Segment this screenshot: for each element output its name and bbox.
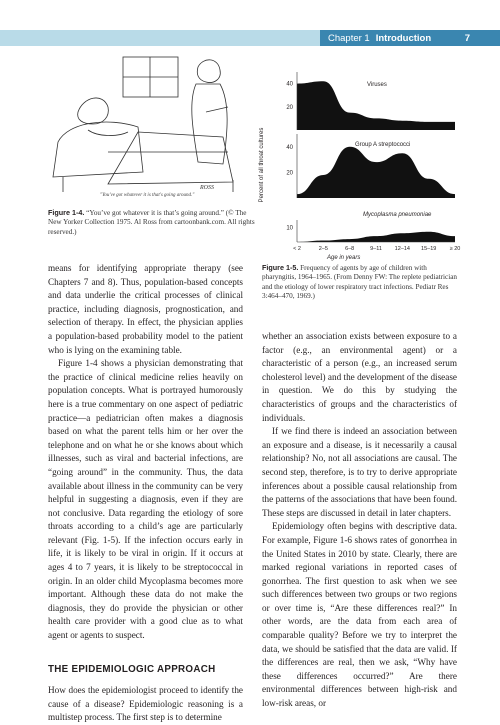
running-header — [320, 30, 500, 46]
right-column — [262, 330, 457, 711]
figure-1-4-label: Figure 1-4. — [48, 208, 85, 217]
y-tick-label: 40 — [286, 81, 293, 88]
figure-1-5-label: Figure 1-5. — [262, 263, 299, 272]
y-axis-label: Percent of all throat cultures — [259, 127, 265, 203]
x-tick-label: 6–8 — [345, 246, 355, 252]
body-paragraph: If we find there is indeed an association between an exposure and a disease, is it necessarily a causal relationship? No, not all associations are causal. The second step, therefore, is to try to derive appropriate inferences about a possible causal relationship from the patterns of the associations that have been found. These steps are discussed in detail in later chapters. — [262, 426, 457, 518]
left-column — [48, 262, 243, 725]
page-number: 7 — [464, 32, 470, 44]
x-tick-label: 12–14 — [394, 246, 410, 252]
cartoon-illustration — [48, 52, 248, 194]
x-tick-label: 9–11 — [370, 246, 382, 252]
cartoon-quote: "You've got whatever it is that's going around." — [100, 193, 195, 198]
y-tick-label: 20 — [286, 170, 293, 177]
chapter-title: Introduction — [375, 32, 432, 44]
cartoon-signature: ROSS — [200, 185, 214, 191]
x-tick-label: 15–19 — [421, 246, 437, 252]
x-tick-label: < 2 — [293, 246, 301, 252]
area-series-0 — [297, 81, 455, 130]
figure-1-5-caption — [262, 263, 462, 301]
figure-1-5-chart — [255, 70, 465, 270]
x-tick-label: ≥ 20 — [449, 246, 461, 252]
figure-1-4-caption-text: “You’ve got whatever it is that’s going around.” (© The New Yorker Collection 1975. Al Ross from cartoonbank.com. All rights reserved.) — [48, 209, 255, 236]
body-paragraph: whether an association exists between exposure to a factor (e.g., an environmental agent) or a characteristic of a person (e.g., an increased serum cholesterol level) and the development of the disease in question. We do this by studying the characteristics of groups and the characteristics of individuals. — [262, 331, 457, 423]
chapter-label: Chapter 1 — [328, 32, 370, 44]
figure-1-4-caption — [48, 208, 258, 237]
figure-1-5-caption-text: Frequency of agents by age of children with pharyngitis, 1964–1965. (From Denny FW: The replete pediatrician and the etiology of lower respiratory tract infections. Pediatr Res 3:464–470, 1969.) — [262, 264, 458, 300]
section-heading: THE EPIDEMIOLOGIC APPROACH — [48, 663, 216, 675]
x-tick-label: 2–5 — [318, 246, 328, 252]
y-tick-label: 40 — [286, 144, 293, 151]
body-paragraph: Figure 1-4 shows a physician demonstrating that the practice of clinical medicine relies heavily on population concepts. What is portrayed humorously here is a true commentary on one aspect of pediatric practice—a pediatrician often makes a diagnosis based on what the parent tells him or her over the telephone and on what he or she knows about which illnesses, such as viral and bacterial infections, are “going around” in the community. Thus, the data available about illness in the community can be very helpful in suggesting a diagnosis, even if they are not conclusive. Data regarding the etiology of sore throats according to a child’s age are particularly relevant (Fig. 1-5). If the infection occurs early in life, it is likely to be viral in origin. If it occurs at ages 4 to 7 years, it is likely to be streptococcal in origin. In an older child Mycoplasma becomes more important. Although these data do not make the diagnosis, they do provide the physician or other health care provider with a good clue as to what agent or agents to suspect. — [48, 358, 243, 641]
y-tick-label: 10 — [286, 225, 293, 232]
body-paragraph: Epidemiology often begins with descriptive data. For example, Figure 1-6 shows rates of gonorrhea in the United States in 2010 by state. Clearly, there are marked regional variations in reported cases of gonorrhea. The first question to ask when we see such differences between two groups or two regions or over time is, “Are these differences real?” In other words, are the data from each area of comparable quality? Before we try to interpret the data, we should be satisfied that the data are valid. If the differences are real, then we ask, “Why have these differences occurred?” Are there environmental differences between high-risk and low-risk areas, or — [262, 521, 457, 709]
body-paragraph: means for identifying appropriate therapy (see Chapters 7 and 8). Thus, population-based concepts and data underlie the critical processes of clinical practice, including diagnosis, prognostication, and selection of therapy. In effect, the physician applies a population-based probability model to the patient who is lying on the examining table. — [48, 263, 243, 355]
series-label: Viruses — [367, 82, 387, 88]
area-series-1 — [297, 147, 455, 198]
body-paragraph: How does the epidemiologist proceed to identify the cause of a disease? Epidemiologic reasoning is a multistep process. The first step is to determine — [48, 685, 243, 723]
series-label: Group A streptococci — [355, 142, 411, 148]
x-axis-label: Age in years — [327, 255, 361, 261]
series-label: Mycoplasma pneumoniae — [363, 212, 432, 218]
area-series-2 — [297, 232, 455, 242]
y-tick-label: 20 — [286, 104, 293, 111]
